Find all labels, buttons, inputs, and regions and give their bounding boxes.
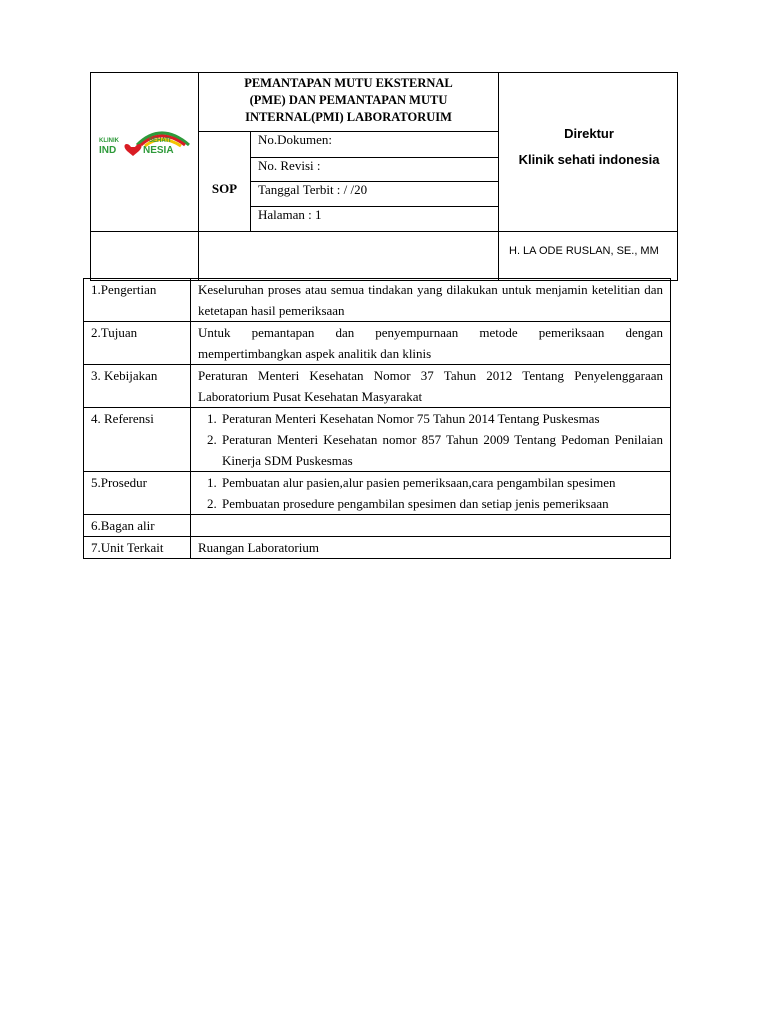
no-revisi: No. Revisi :: [258, 158, 321, 173]
klinik-name: Klinik sehati indonesia: [518, 152, 660, 167]
tanggal-terbit: Tanggal Terbit : / /20: [258, 182, 368, 197]
list-item: 1. Peraturan Menteri Kesehatan Nomor 75 Tahun 2014 Tentang Puskesmas: [220, 408, 663, 429]
row-value-bagan-alir: [191, 515, 671, 537]
row-value-referensi: [191, 408, 671, 472]
sop-content-table: [83, 278, 671, 559]
document-title: [199, 73, 498, 126]
table-row: [84, 472, 671, 515]
logo-text-bottom-left: IND: [99, 145, 117, 156]
sop-label: SOP: [211, 181, 238, 196]
row-label-unit-terkait: 7.Unit Terkait: [84, 537, 191, 559]
signatory-name: H. LA ODE RUSLAN, SE., MM: [509, 245, 659, 257]
list-item: 2. Peraturan Menteri Kesehatan nomor 857 Tahun 2009 Tentang Pedoman Penilaian Kinerja SDM Puskesmas: [220, 429, 663, 471]
logo-text-top-left: KLINIK: [99, 138, 119, 144]
row-value-pengertian: Keseluruhan proses atau semua tindakan yang dilakukan untuk menjamin ketelitian dan ketetapan hasil pemeriksaan: [191, 279, 671, 322]
table-row: [84, 365, 671, 408]
title-line-3: INTERNAL(PMI) LABORATORUIM: [245, 110, 452, 124]
row-label-tujuan: 2.Tujuan: [84, 322, 191, 365]
direktur-label: Direktur: [564, 126, 614, 141]
row-label-bagan-alir: 6.Bagan alir: [84, 515, 191, 537]
row-value-tujuan: Untuk pemantapan dan penyempurnaan metode pemeriksaan dengan mempertimbangkan aspek analitik dan klinis: [191, 322, 671, 365]
row-value-unit-terkait: Ruangan Laboratorium: [191, 537, 671, 559]
row-label-prosedur: 5.Prosedur: [84, 472, 191, 515]
logo-text-bottom-right: NESIA: [143, 145, 174, 156]
heart-icon: [124, 144, 141, 156]
table-row: [84, 537, 671, 559]
row-value-kebijakan: Peraturan Menteri Kesehatan Nomor 37 Tahun 2012 Tentang Penyelenggaraan Laboratorium Pusat Kesehatan Masyarakat: [191, 365, 671, 408]
klinik-sehati-logo: [97, 125, 193, 159]
halaman: Halaman : 1: [258, 207, 322, 222]
table-row: [84, 279, 671, 322]
logo-text-top-right: SEHATI: [149, 138, 171, 144]
table-row: [84, 408, 671, 472]
row-label-kebijakan: 3. Kebijakan: [84, 365, 191, 408]
sop-header-table: [90, 72, 678, 281]
table-row: [84, 322, 671, 365]
no-dokumen: No.Dokumen:: [258, 132, 333, 147]
title-line-2: (PME) DAN PEMANTAPAN MUTU: [249, 93, 448, 107]
table-row: [84, 515, 671, 537]
row-value-prosedur: [191, 472, 671, 515]
row-label-pengertian: 1.Pengertian: [84, 279, 191, 322]
row-label-referensi: 4. Referensi: [84, 408, 191, 472]
list-item: 2. Pembuatan prosedure pengambilan spesimen dan setiap jenis pemeriksaan: [220, 493, 663, 514]
list-item: 1. Pembuatan alur pasien,alur pasien pemeriksaan,cara pengambilan spesimen: [220, 472, 663, 493]
title-line-1: PEMANTAPAN MUTU EKSTERNAL: [244, 76, 453, 90]
